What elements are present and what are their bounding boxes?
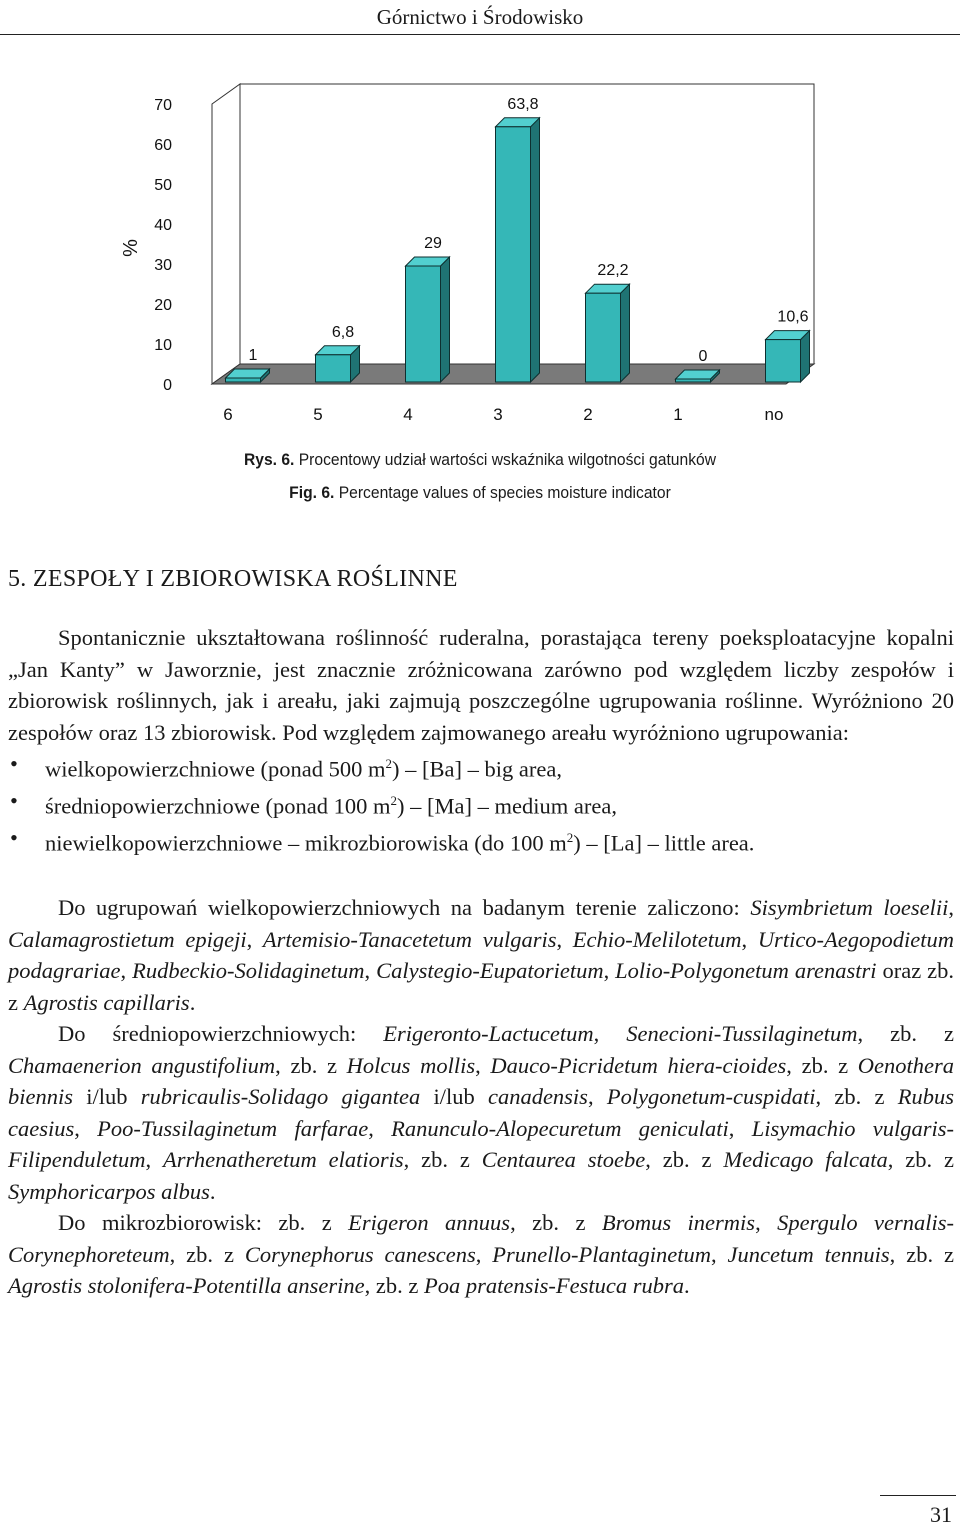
list-item: • niewielkopowierzchniowe – mikrozbiorowiska (do 100 $m^2) - [La]$ – little area. <box>8 822 954 859</box>
bar-side <box>621 284 630 382</box>
body-text <box>8 892 954 1302</box>
caption-text-en: Percentage values of species moisture indicator <box>334 483 671 502</box>
running-header <box>0 0 960 35</box>
bar-side <box>531 118 540 382</box>
x-tick-label: 2 <box>583 405 593 424</box>
section-heading: 5. ZESPOŁY I ZBIOROWISKA ROŚLINNE <box>8 566 458 592</box>
y-tick-label: 40 <box>154 217 172 234</box>
bar <box>676 379 711 382</box>
bar-chart <box>0 70 960 440</box>
bar <box>316 355 351 382</box>
y-tick-label: 0 <box>163 377 172 394</box>
bar-value-label: 6,8 <box>331 323 355 341</box>
journal-title: Górnictwo i Środowisko <box>376 5 584 29</box>
bar-value-label: 10,6 <box>777 308 809 326</box>
paragraph-little-area: Do mikrozbiorowisk: zb. z Erigeron annuus, zb. z Bromus inermis, Spergulo vernalis-Corynephoreteum, zb. z Corynephorus canescens, Prunello-Plantaginetum, Juncetum tennuis, zb. z Agrostis stolonifera-Potentilla anserine, zb. z Poa pratensis-Festuca rubra. <box>8 1210 955 1298</box>
bar <box>496 127 531 382</box>
side-wall <box>212 84 240 384</box>
x-tick-label: no <box>764 405 784 424</box>
footer-rule <box>880 1495 956 1496</box>
y-tick-label: 70 <box>154 97 172 114</box>
bar-value-label: 22,2 <box>597 262 629 280</box>
caption-label-pl: Rys. 6. <box>243 450 295 469</box>
list-item: • średniopowierzchniowe (ponad 100 $m^2) - [Ma]$ – medium area, <box>8 785 954 822</box>
bar-value-label: 29 <box>424 235 442 252</box>
list-item: • wielkopowierzchniowe (ponad 500 $m^2) - [Ba]$ – big area, <box>8 748 954 785</box>
x-tick-label: 4 <box>403 405 413 424</box>
figure-caption-en <box>38 483 921 503</box>
figure-caption-pl <box>38 450 921 470</box>
y-axis-label: % <box>120 239 142 257</box>
y-tick-label: 10 <box>154 337 172 354</box>
y-tick-label: 50 <box>154 177 172 194</box>
paragraph-medium-area: Do średniopowierzchniowych: Erigeronto-Lactucetum, Senecioni-Tussilaginetum, zb. z Chamaenerion angustifolium, zb. z Holcus mollis, Dauco-Picridetum hiera-cioides, zb. z Oenothera biennis i/lub rubricaulis-Solidago gigantea i/lub canadensis, Polygonetum-cuspidati, zb. z Rubus caesius, Poo-Tussilaginetum farfarae, Ranunculo-Alopecuretum geniculati, Lisymachio vulgaris-Filipenduletum, Arrhenatheretum elatioris, zb. z Centaurea stoebe, zb. z Medicago falcata, zb. z Symphoricarpos albus. <box>8 1021 955 1204</box>
bar <box>586 293 621 382</box>
y-tick-label: 30 <box>154 257 172 274</box>
bar <box>406 266 441 382</box>
page-number: 31 <box>930 1502 952 1527</box>
y-tick-label: 60 <box>154 137 172 154</box>
bar-side <box>441 257 450 382</box>
paragraph-big-area: Do ugrupowań wielkopowierzchniowych na badanym terenie zaliczono: Sisymbrietum loeselii, Calamagrostietum epigeji, Artemisio-Tanacetetum vulgaris, Echio-Melilotetum, Urtico-Aegopodietum podagrariae, Rudbeckio-Solidaginetum, Calystegio-Eupatorietum, Lolio-Polygonetum arenastri oraz zb. z Agrostis capillaris. <box>8 895 955 1015</box>
caption-text-pl: Procentowy udział wartości wskaźnika wilgotności gatunków <box>294 450 717 469</box>
intro-block <box>8 622 954 859</box>
x-tick-label: 6 <box>223 405 233 424</box>
x-tick-label: 1 <box>673 405 683 424</box>
y-tick-label: 20 <box>154 297 172 314</box>
bar-value-label: 1 <box>248 347 258 364</box>
bar <box>226 378 261 382</box>
bar-value-label: 0 <box>698 348 708 365</box>
caption-label-en: Fig. 6. <box>289 483 335 502</box>
bar <box>766 340 801 382</box>
intro-paragraph: Spontanicznie ukształtowana roślinność ruderalna, porastająca tereny poeksploatacyjne kopalni „Jan Kanty” w Jaworznie, jest znacznie zróżnicowana zarówno pod względem liczby zespołów i zbiorowisk roślinnych, jak i areału, jaki zajmują poszczególne ugrupowania roślinne. Wyróżniono 20 zespołów oraz 13 zbiorowisk. Pod względem zajmowanego areału wyróżniono ugrupowania: <box>8 625 954 745</box>
x-tick-label: 3 <box>493 405 503 424</box>
x-tick-label: 5 <box>313 405 323 424</box>
area-category-list <box>8 748 954 859</box>
bar-value-label: 63,8 <box>507 95 539 113</box>
